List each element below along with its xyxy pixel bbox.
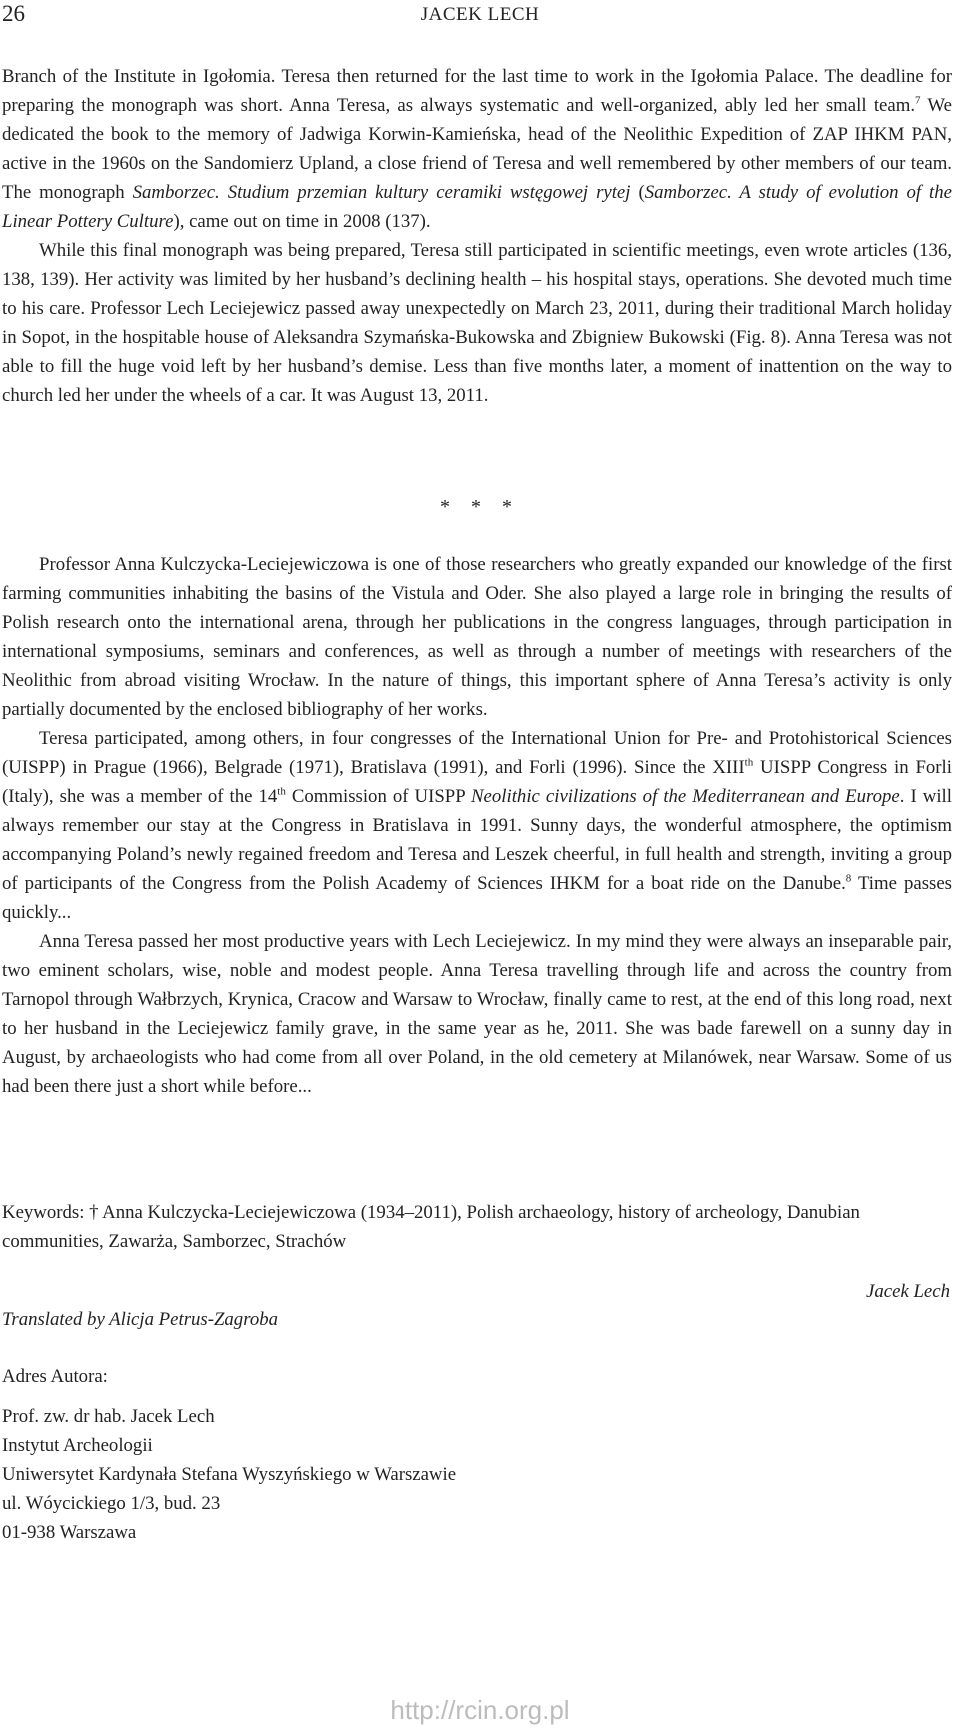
paragraph-5: Anna Teresa passed her most productive years with Lech Leciejewicz. In my mind they were always an inseparable pair, two eminent scholars, wise, noble and modest people. Anna Teresa travelling through life and across the country from Tarnopol through Wałbrzych, Krynica, Cracow and Warsaw to Wrocław, finally came to rest, at the end of this long road, next to her husband in the Leciejewicz family grave, in the same year as he, 2011. She was bade farewell on a sunny day in August, by archaeologists who had come from all over Poland, in the old cemetery at Milanówek, near Warsaw. Some of us had been there just a short while before... bbox=[2, 931, 952, 1097]
running-head: JACEK LECH bbox=[420, 4, 540, 25]
paragraph-1-text-d: ), came out on time in 2008 (137). bbox=[173, 211, 431, 232]
page-number: 26 bbox=[2, 1, 25, 26]
address-line: Instytut Archeologii bbox=[2, 1435, 153, 1456]
section-separator: * * * bbox=[440, 496, 520, 518]
monograph-title-english: Samborzec. A study of evolution of the Linear Pottery Culture bbox=[2, 182, 952, 232]
paragraph-4-text-c: Commission of UISPP bbox=[285, 786, 472, 807]
paragraph-1 bbox=[2, 62, 952, 236]
paragraph-3: Professor Anna Kulczycka-Leciejewiczowa is one of those researchers who greatly expanded our knowledge of the first farming communities inhabiting the basins of the Vistula and Oder. She also played a large role in bringing the results of Polish research onto the international arena, through her publications in the congress languages, through participation in international symposiums, seminars and conferences, as well as through a number of meetings with researchers of the Neolithic from abroad visiting Wrocław. In the nature of things, this important sphere of Anna Teresa’s activity is only partially documented by the enclosed bibliography of her works. bbox=[2, 554, 952, 720]
paragraph-4-text-b: UISPP Congress in Forli (Italy), she was a member of the 14 bbox=[2, 757, 952, 807]
source-url-watermark[interactable]: http://rcin.org.pl bbox=[390, 1695, 570, 1725]
commission-title: Neolithic civilizations of the Mediterranean and Europe bbox=[471, 786, 900, 807]
paragraph-1-text-c: ( bbox=[630, 182, 645, 203]
author-address bbox=[2, 1402, 456, 1547]
author-signature: Jacek Lech bbox=[866, 1281, 950, 1302]
address-label: Adres Autora: bbox=[2, 1366, 108, 1387]
footnote-ref-7[interactable]: 7 bbox=[915, 94, 921, 107]
address-line: ul. Wóycickiego 1/3, bud. 23 bbox=[2, 1493, 221, 1514]
keywords: Keywords: † Anna Kulczycka-Leciejewiczowa (1934–2011), Polish archaeology, history of archeology, Danubian communities, Zawarża, Samborzec, Strachów bbox=[2, 1202, 860, 1252]
monograph-title-polish: Samborzec. Studium przemian kultury ceramiki wstęgowej rytej bbox=[132, 182, 631, 203]
address-line: 01-938 Warszawa bbox=[2, 1522, 137, 1543]
body-text-part2 bbox=[2, 550, 952, 1101]
footnote-ref-8[interactable]: 8 bbox=[845, 872, 852, 885]
paragraph-4-text-e: Time passes quickly... bbox=[2, 873, 952, 923]
paragraph-1-text-a: Branch of the Institute in Igołomia. Teresa then returned for the last time to work in the Igołomia Palace. The deadline for preparing the monograph was short. Anna Teresa, as always systematic and well-organized, ably led her small team. bbox=[2, 66, 952, 116]
paragraph-1-text-b: We dedicated the book to the memory of Jadwiga Korwin-Kamieńska, head of the Neolithic Expedition of ZAP IHKM PAN, active in the 1960s on the Sandomierz Upland, a close friend of Teresa and well remembered by other members of our team. The monograph bbox=[2, 95, 952, 203]
paragraph-4 bbox=[2, 724, 952, 927]
paragraph-4-text-a: Teresa participated, among others, in four congresses of the International Union for Pre- and Protohistorical Sciences (UISPP) in Prague (1966), Belgrade (1971), Bratislava (1991), and Forli (1996). Since the XIII bbox=[2, 728, 952, 778]
translator-credit: Translated by Alicja Petrus-Zagroba bbox=[2, 1309, 278, 1330]
ordinal-suffix: th bbox=[277, 785, 286, 798]
paragraph-2: While this final monograph was being prepared, Teresa still participated in scientific meetings, even wrote articles (136, 138, 139). Her activity was limited by her husband’s declining health – his hospital stays, operations. She devoted much time to his care. Professor Lech Leciejewicz passed away unexpectedly on March 23, 2011, during their traditional March holiday in Sopot, in the hospitable house of Aleksandra Szymańska-Bukowska and Zbigniew Bukowski (Fig. 8). Anna Teresa was not able to fill the huge void left by her husband’s demise. Less than five months later, a moment of inattention on the way to church led her under the wheels of a car. It was August 13, 2011. bbox=[2, 240, 952, 406]
body-text-part1 bbox=[2, 62, 952, 410]
paragraph-4-text-d: . I will always remember our stay at the Congress in Bratislava in 1991. Sunny days, the wonderful atmosphere, the optimism accompanying Poland’s newly regained freedom and Teresa and Leszek cheerful, in full health and strength, inviting a group of participants of the Congress from the Polish Academy of Sciences IHKM for a boat ride on the Danube. bbox=[2, 786, 952, 894]
ordinal-suffix: th bbox=[744, 756, 754, 769]
page-header bbox=[0, 0, 960, 30]
address-line: Prof. zw. dr hab. Jacek Lech bbox=[2, 1406, 215, 1427]
address-line: Uniwersytet Kardynała Stefana Wyszyńskiego w Warszawie bbox=[2, 1464, 457, 1485]
